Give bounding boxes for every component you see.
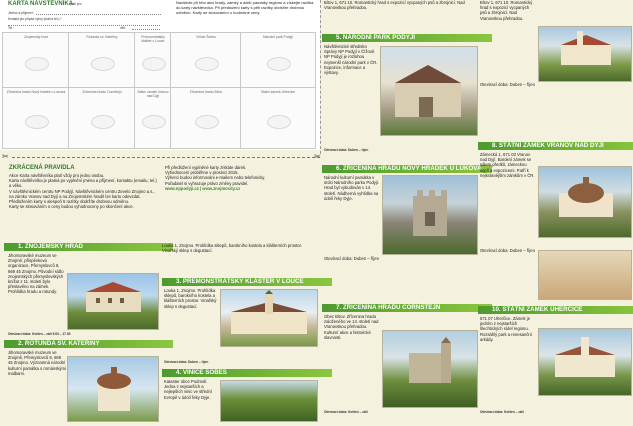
section-number: 1.: [18, 243, 24, 250]
cut-line-vertical: [320, 0, 321, 154]
stamp-cell-3: [134, 32, 172, 89]
section-4-text: Kataster obce Podmolí. Jedna z nejstarších a nejlepších vinic ve střední Evropě v údolí řeky Dyje.: [164, 379, 212, 400]
stamp-placeholder: [25, 115, 49, 129]
section-3-title: [162, 278, 332, 286]
stamp-placeholder: [142, 115, 166, 129]
age-field[interactable]: [132, 29, 160, 30]
rules-item: Vyhodnocení proběhne v prosinci 2015.: [165, 170, 239, 176]
photo-np-podyji-center: [380, 46, 478, 136]
stamp-cell-label: Znojemský hrad: [23, 35, 49, 39]
photo-vranov-interior: [538, 250, 632, 300]
rules-item: Pořadatel si vyhrazuje právo změny pravidel.: [165, 180, 249, 186]
section-number: 8.: [492, 142, 498, 149]
stamp-cell-label: Státní zámek Vranov nad Dyjí: [137, 90, 169, 98]
scissors-icon: ✂: [2, 152, 9, 161]
section-4-title: [162, 369, 332, 377]
section-8-text: Zámecká 1, 671 03 Vranov nad Dyjí. Barokní zámek se sálem předků, zámeckou kaplí a expozicemi. Patří k nejkrásnějším zámkům v ČR.: [480, 152, 535, 178]
photo-bitov-castle: [538, 26, 632, 82]
photo-sobes-vineyard: [220, 380, 318, 422]
photo-rotunda: [67, 356, 159, 422]
section-title-text: PREMONSTRÁTSKÝ KLÁŠTER V LOUCE: [182, 278, 304, 285]
section-title-text: STÁTNÍ ZÁMEK VRANOV NAD DYJÍ: [498, 142, 604, 149]
section-9-more: Otevírací doba: Duben – říjen: [480, 82, 535, 87]
section-3-text: Louka 1, Znojmo. Prohlídka sklepů, barokního kostela a klášterních prostor. Vinařský sklep s degustací.: [164, 288, 217, 309]
stamp-placeholder: [267, 57, 291, 71]
section-3-hours: Otevírací doba: Duben – říjen: [164, 360, 209, 364]
section-10-title: [478, 306, 633, 314]
rules-item: Karta návštěvníka je platná po vyplnění jména a příjmení, kontaktu (emailu, tel.) a věku.: [9, 178, 157, 189]
section-6-title: [322, 165, 492, 173]
section-9-text: Bítov 1, 671 10. Romantický hrad s expozicí vycpaných psů a zbrojnicí. Nad Vranovskou přehradou.: [480, 0, 533, 21]
stamp-cell-7: [68, 87, 136, 149]
stamp-cell-label: Zřícenina hradu Cornštejn: [82, 90, 122, 94]
stamp-placeholder: [195, 57, 219, 71]
section-title-text: STÁTNÍ ZÁMEK UHERČICE: [502, 306, 583, 313]
castle-illustration: [68, 274, 158, 329]
rules-item: Akce Karta návštěvníka platí vždy pro jednu osobu.: [9, 173, 105, 178]
section-7-title: [322, 304, 492, 312]
visitor-card: [0, 0, 170, 150]
rules-item: Předložením karty s alespoň 5 razítky obdržíte drobnou odměnu.: [9, 199, 130, 205]
cornstejn-illustration: [383, 331, 477, 407]
card-title-suffix: platí pro: [70, 2, 82, 6]
ruin-illustration: [383, 176, 477, 254]
section-number: 3.: [176, 278, 182, 285]
stamp-placeholder: [91, 57, 115, 71]
photo-vranov-castle: [538, 166, 632, 238]
stamp-cell-label: Premonstrátský klášter v Louce: [141, 35, 165, 43]
rules-list: [9, 173, 159, 235]
bitov-illustration: [539, 27, 631, 81]
uhercice-illustration: [539, 329, 631, 395]
section-number: 6.: [336, 165, 342, 172]
section-number: 2.: [18, 340, 24, 347]
section-number: 4.: [176, 369, 182, 376]
cut-line-horizontal: [12, 157, 320, 158]
stamp-cell-label: Vinice Šobes: [196, 35, 216, 39]
stamp-cell-label: Zřícenina hradu Bítov: [189, 90, 223, 94]
rules-web[interactable]: www.nppodyji.cz | www.znojmocity.cz: [165, 185, 241, 191]
rotunda-illustration: [68, 357, 158, 421]
monastery-illustration: [221, 290, 317, 346]
stamp-cell-2: [68, 32, 136, 89]
section-1-title: [4, 243, 173, 251]
section-title-text: ZŘÍCENINA HRADU NOVÝ HRÁDEK U LUKOVA: [342, 165, 482, 172]
photo-louka-monastery: [220, 289, 318, 347]
section-title-text: ZNOJEMSKÝ HRAD: [24, 243, 84, 250]
section-number: 10.: [492, 306, 501, 313]
column3-top-text: Bítov 1, 671 10. Romantický hrad s expozicí vycpaných psů a zbrojnicí. Nad Vranovskou přehradou.: [324, 0, 465, 11]
stamp-cell-9: [170, 87, 242, 149]
address-line-label: Kontakt pro případ výhry (mail a tel.) *: [8, 17, 62, 21]
stamp-cell-label: Zřícenina hradu Nový hrádek u Lukova: [6, 90, 66, 94]
age-line-label: věk:: [120, 26, 126, 30]
rules-title: ZKRÁCENÁ PRAVIDLA: [9, 165, 75, 171]
stamp-placeholder: [91, 115, 115, 129]
stamp-cell-label: Národní park Podyjí: [263, 35, 293, 39]
stamp-placeholder: [267, 115, 291, 129]
stamp-cell-4: [170, 32, 242, 89]
phone-line-label: Tel.:: [8, 26, 14, 30]
stamp-placeholder: [25, 57, 49, 71]
section-2-title: [4, 340, 173, 348]
name-line-label: Jméno a příjmení:: [8, 11, 34, 15]
stamp-placeholder: [142, 57, 166, 71]
photo-znojmo-castle: [67, 273, 159, 330]
stamp-cell-10: [240, 87, 316, 149]
stamp-cell-5: [240, 32, 316, 89]
section-2-text: Jihomoravské muzeum ve Znojmě, Přemyslovců 8, 669 45 Znojmo. Významná národní kulturní památka s románskými malbami.: [8, 350, 66, 376]
section-10-text: 671 07 Uherčice. Zámek je jedním z nejstarších šlechtických sídel regionu. Rozsáhlý park a renesanční arkády.: [480, 316, 532, 342]
section-title-text: NÁRODNÍ PARK PODYJÍ: [342, 34, 415, 41]
visitor-card-right: [170, 0, 320, 150]
rules-list-col2: [165, 165, 315, 227]
photo-uhercice-castle: [538, 328, 632, 396]
section-10-hours: Otevírací doba: Květen – září: [480, 410, 524, 414]
vranov-illustration: [539, 167, 631, 237]
section-1-text: Jihomoravské muzeum ve Znojmě, příspěvková organizace, Přemyslovců 8, 669 45 Znojmo. Původní sídlo znojemských přemyslovských knížat z 11. století bylo přestavěno na zámek. Prohlídka hradu a rotundy.: [8, 253, 64, 295]
section-5-hours: Otevírací doba: Duben – říjen: [324, 148, 369, 152]
section-5-title: [322, 34, 492, 42]
stamp-cell-1: [2, 32, 70, 89]
section-1-hours: Otevírací doba: Květen – září 9.00 – 17.00: [8, 332, 71, 336]
section-title-text: VINICE ŠOBES: [182, 369, 227, 376]
contact-field[interactable]: [8, 25, 160, 26]
photo-cornstejn: [382, 330, 478, 408]
section-number: 5.: [336, 34, 342, 41]
section-3-intro: Louka 1, Znojmo. Prohlídka sklepů, barokního kostela a klášterních prostor. Vinařský sklep s degustací.: [162, 243, 302, 254]
section-8-more: Otevírací doba: Duben – říjen: [480, 248, 535, 253]
section-8-title: [478, 142, 633, 150]
rules-item: Výherci budou informováni e-mailem nebo telefonicky.: [165, 175, 266, 181]
stamp-cell-label: Rotunda sv. Kateřiny: [86, 35, 118, 39]
section-6-text: Národní kulturní památka v srdci Národního parku Podyjí. Hrad byl vybudován v 14. století. Nádherná vyhlídka na údolí řeky Dyje.: [324, 175, 380, 201]
stamp-cell-8: [134, 87, 172, 149]
card-intro-text: Navštivte při této akci hrady, zámky a další památky regionu a získejte razítka do karty návštěvníka. Při předložení karty s pěti razítky obdržíte drobnou odměnu. Karty se slosováním o hodnotné ceny.: [176, 0, 314, 15]
name-field[interactable]: [36, 14, 161, 15]
stamp-cell-label: Státní zámek Uherčice: [260, 90, 296, 94]
rules-item: Při předložení vyplněné karty získáte dárek.: [165, 165, 247, 170]
section-6-more: Otevírací doba: Duben – říjen: [324, 256, 379, 261]
section-7-text: Obec Bítov. Zřícenina hradu založeného ve 14. století nad Vranovskou přehradou. Kulturní akce a historické slavnosti.: [324, 314, 379, 340]
rules-item: Karty se slosováním o ceny budou vyhodnoceny po skončení akce.: [9, 204, 134, 210]
stamp-placeholder: [195, 115, 219, 129]
scissors-icon: ✂: [314, 152, 321, 161]
section-title-text: ZŘÍCENINA HRADU CORNŠTEJN: [342, 304, 441, 311]
stamp-cell-6: [2, 87, 70, 149]
section-title-text: ROTUNDA SV. KATEŘINY: [24, 340, 100, 347]
section-5-text: Návštěvnické středisko Správy NP Podyjí v Čížově. NP Podyjí je rozlohou nejmenší národní park v ČR. Expozice, informace a výstavy.: [324, 44, 378, 76]
card-title: KARTA NÁVŠTĚVNÍKA: [8, 1, 74, 7]
section-number: 7.: [336, 304, 342, 311]
section-7-hours: Otevírací doba: Květen – září: [324, 410, 368, 414]
visitor-center-illustration: [381, 47, 477, 135]
photo-novy-hradek: [382, 175, 478, 255]
rules-item: V návštěvnickém centru NP Podyjí, Návštěvnickém centru Zevelo Znojmo a.s., na zámku Vranov nad Dyjí a na Znojemském hradě lze kartu odevzdat.: [9, 188, 155, 199]
